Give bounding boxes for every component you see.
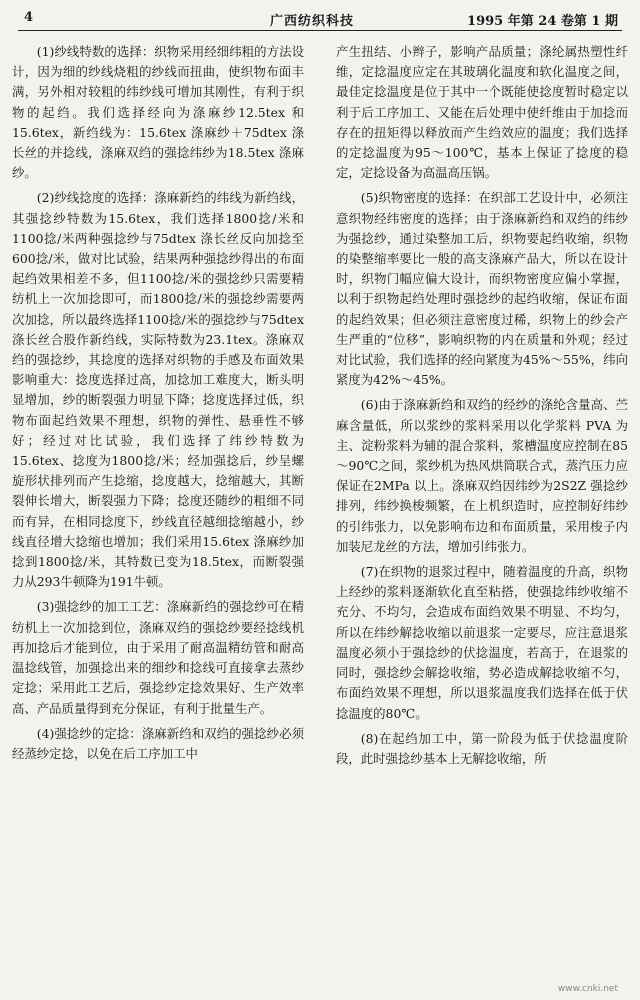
watermark: www.cnki.net bbox=[557, 984, 618, 994]
paragraph-twist-selection: (2)纱线捻度的选择：涤麻新绉的纬线为新绉线，其强捻纱特数为15.6tex，我们选择1800捻/米和1100捻/米两种强捻纱与75dtex 涤长丝反向加捻至600捻/米，做对比试验，结果两种强捻纱得出的布面起绉效果相差不多，但1100捻/米的强捻纱只需要精纺机上一次加捻即可，而1800捻/米的强捻纱需要两次加捻，所以最终选择1100捻/米的强捻纱与75dtex 涤长丝合股作新绉线，实际特数为23.1tex。涤麻双绉的强捻纱，其捻度的选择对织物的手感及布面效果影响重大：捻度选择过高，加捻加工难度大，断头明显增加，纱的断裂强力明显下降；捻度选择过低，织物布面起绉效果不理想，织物的弹性、悬垂性不够好；经过对比试验，我们选择了纬纱特数为15.6tex、捻度为1800捻/米；经加强捻后，纱呈螺旋形状排列而产生捻缩，捻度越大，捻缩越大，其断裂伸长增大，断裂强力下降；捻度还随纱的粗细不同而有异，在相同捻度下，纱线直径越细捻缩越小，纱线直径增大捻缩也增加；我们采用15.6tex 涤麻纱加捻到1800捻/米，其特数已变为18.5tex，而断裂强力从293牛顿降为191牛顿。 bbox=[12, 190, 304, 590]
paragraph-processing: (3)强捻纱的加工工艺：涤麻新绉的强捻纱可在精纺机上一次加捻到位，涤麻双绉的强捻纱要经捻线机再加捻后才能到位，由于采用了耐高温精纺管和耐高温捻线管，加强捻出来的细纱和捻线可直接拿去蒸纱定捻；采用此工艺后，强捻纱定捻效果好、生产效率高、产品质量得到充分保证，有利于批量生产。 bbox=[12, 599, 304, 716]
paragraph-crepe-process: (8)在起绉加工中，第一阶段为低于伏捻温度阶段，此时强捻纱基本上无解捻收缩，所 bbox=[336, 730, 628, 766]
journal-name: 广西纺织科技 bbox=[270, 14, 355, 29]
left-column bbox=[12, 42, 304, 992]
paragraph-fabric-density: (5)织物密度的选择：在织部工艺设计中，必须注意织物经纬密度的选择；由于涤麻新绉和双绉的纬纱为强捻纱，通过染整加工后，织物要起绉收缩，织物的染整缩率要比一般的高支涤麻产品大，所以在设计时，织物门幅应偏大设计，而织物密度应偏小掌握，以利于织物起绉处理时强捻纱的起绉收缩，保证布面的起绉效果；但必须注意密度过稀，织物上的纱会产生严重的“位移”，影响织物的内在质量和外观；经过对比试验，我们选择的经向紧度为45%～55%，纬向紧度为42%～45%。 bbox=[336, 190, 628, 388]
paragraph-desizing: (7)在织物的退浆过程中，随着温度的升高，织物上经纱的浆料逐渐软化直至粘搭，使强捻纬纱收缩不充分、不均匀，会造成布面绉效果不明显、不均匀，所以在纬纱解捻收缩以前退浆一定要尽，应注意退浆温度必须小于强捻纱的伏捻温度，若高于，在退浆的同时，强捻纱会解捻收缩，势必造成解捻收缩不匀，布面绉效果不理想，所以退浆温度我们选择在低于伏捻温度的80℃。 bbox=[336, 564, 628, 721]
paragraph-twist-setting: (4)强捻纱的定捻：涤麻新绉和双绉的强捻纱必须经蒸纱定捻，以免在后工序加工中 bbox=[12, 725, 304, 761]
paragraph-yarn-count: (1)纱线特数的选择：织物采用经细纬粗的方法设计，因为细的纱线烧粗的纱线而扭曲，使织物布面丰满，另外相对较粗的纬纱线可增加其刚性，有利于织物的起绉。我们选择经向为涤麻纱12.5tex 和15.6tex，新绉线为：15.6tex 涤麻纱＋75dtex 涤长丝的并捻线，涤麻双绉的强捻纬纱为18.5tex 涤麻纱。 bbox=[12, 44, 304, 181]
right-column bbox=[336, 42, 628, 992]
page-number: 4 bbox=[24, 10, 34, 25]
issue-info: 1995 年第 24 卷第 1 期 bbox=[467, 14, 618, 29]
paragraph-sizing: (6)由于涤麻新绉和双绉的经纱的涤纶含量高、苎麻含量低，所以浆纱的浆料采用以化学浆料 PVA 为主、淀粉浆料为辅的混合浆料，浆槽温度应控制在85～90℃之间，浆纱机为热风烘筒联合式，蒸汽压力应保证在2MPa 以上。涤麻双绉因纬纱为2S2Z 强捻纱排列，纬纱换梭频繁，在上机织造时，应控制好纬纱的引纬张力，以免影响布边和布面质量，采用梭子内加装尼龙丝的方法，增加引纬张力。 bbox=[336, 397, 628, 554]
paragraph-twist-setting-cont: 产生扭结、小辫子，影响产品质量；涤纶属热塑性纤维，定捻温度应定在其玻璃化温度和软化温度之间，最佳定捻温度是位于其中一个既能使捻度暂时稳定以利于后工序加工、又能在后处理中使纤维由于加捻而存在的扭矩得以释放而产生绉效应的温度；我们选择的定捻温度为95～100℃，基本上保证了捻度的稳定，定捻设备为高温高压锅。 bbox=[336, 44, 628, 181]
running-header bbox=[18, 6, 622, 31]
